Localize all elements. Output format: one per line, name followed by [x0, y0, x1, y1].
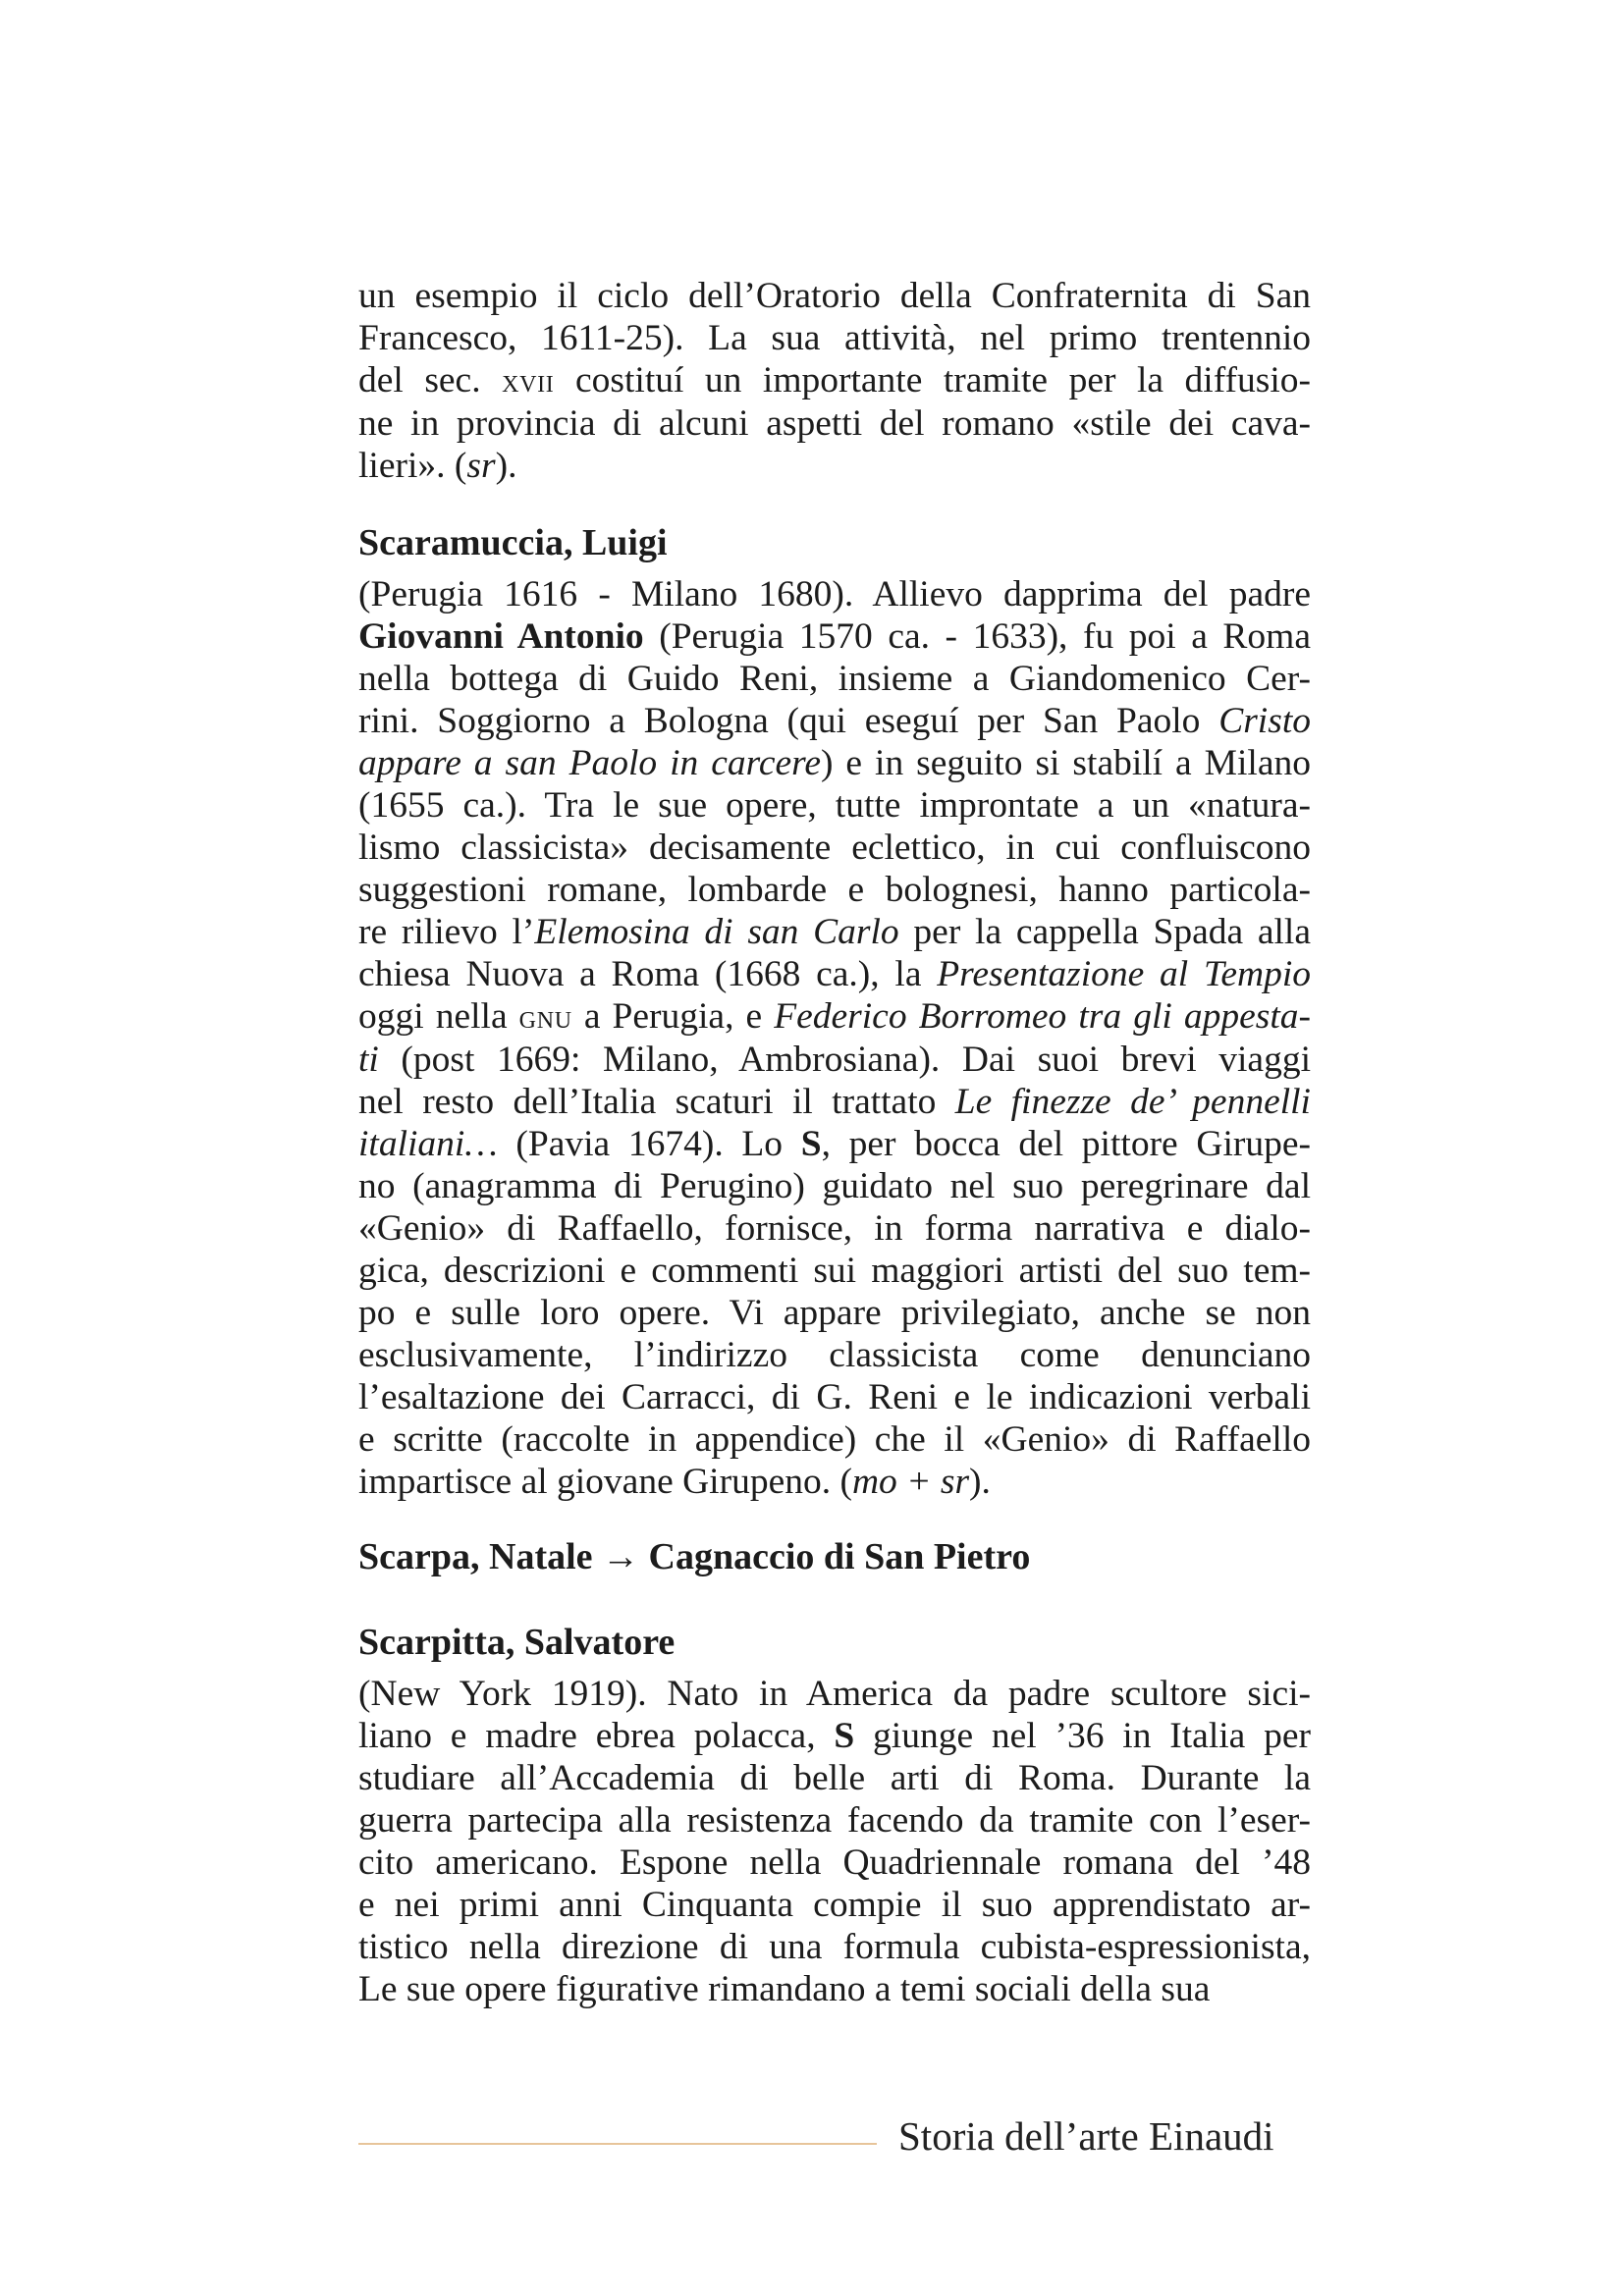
entry-scarpitta [358, 1620, 1311, 2010]
text-line: tistico nella direzione di una formula cubista-espressionista, [358, 1927, 1311, 1967]
text-line: ne in provincia di alcuni aspetti del romano «stile dei cava- [358, 403, 1311, 444]
text-line: esclusivamente, l’indirizzo classicista come denunciano [358, 1335, 1311, 1375]
entry-heading: Scarpa, Natale → Cagnaccio di San Pietro [358, 1536, 1031, 1577]
entry-body [358, 1673, 1311, 2010]
text-line: Le sue opere figurative rimandano a temi sociali della sua [358, 1969, 1211, 2009]
paragraph-text [358, 275, 1311, 487]
text-line: re rilievo l’Elemosina di san Carlo per la cappella Spada alla [358, 912, 1311, 952]
entry-heading: Scarpitta, Salvatore [358, 1622, 676, 1663]
text-line: chiesa Nuova a Roma (1668 ca.), la Presentazione al Tempio [358, 954, 1312, 994]
text-line: no (anagramma di Perugino) guidato nel suo peregrinare dal [358, 1166, 1311, 1206]
text-line: Giovanni Antonio (Perugia 1570 ca. - 1633), fu poi a Roma [358, 616, 1311, 657]
entry-scaramuccia [358, 520, 1311, 1503]
text-line: e scritte (raccolte in appendice) che il «Genio» di Raffaello [358, 1419, 1311, 1460]
text-line: (Perugia 1616 - Milano 1680). Allievo dapprima del padre [358, 574, 1311, 614]
text-line: un esempio il ciclo dell’Oratorio della Confraternita di San [358, 276, 1311, 316]
text-line: po e sulle loro opere. Vi appare privilegiato, anche se non [358, 1293, 1311, 1333]
text-line: e nei primi anni Cinquanta compie il suo apprendistato ar- [358, 1885, 1311, 1925]
entry-heading: Scaramuccia, Luigi [358, 522, 668, 563]
text-line: appare a san Paolo in carcere) e in seguito si stabilí a Milano [358, 743, 1311, 783]
text-line: l’esaltazione dei Carracci, di G. Reni e le indicazioni verbali [358, 1377, 1311, 1417]
text-line: suggestioni romane, lombarde e bolognesi, hanno particola- [358, 870, 1311, 910]
text-line: lieri». (sr). [358, 446, 517, 486]
text-line: cito americano. Espone nella Quadriennale romana del ’48 [358, 1842, 1311, 1883]
text-line: (New York 1919). Nato in America da padre scultore sici- [358, 1674, 1311, 1714]
text-line: ti (post 1669: Milano, Ambrosiana). Dai suoi brevi viaggi [358, 1040, 1311, 1080]
text-line: del sec. xvii costituí un importante tramite per la diffusio- [358, 360, 1311, 400]
text-line: (1655 ca.). Tra le sue opere, tutte improntate a un «natura- [358, 785, 1311, 826]
entry-scarpa [358, 1534, 1311, 1579]
text-line: lismo classicista» decisamente eclettico, in cui confluiscono [358, 828, 1311, 868]
text-line: impartisce al giovane Girupeno. (mo + sr). [358, 1462, 991, 1502]
text-line: nella bottega di Guido Reni, insieme a Giandomenico Cer- [358, 659, 1311, 699]
text-line: nel resto dell’Italia scaturi il trattato Le finezze de’ pennelli [358, 1082, 1311, 1122]
entry-body [358, 573, 1311, 1503]
text-line: «Genio» di Raffaello, fornisce, in forma narrativa e dialo- [358, 1208, 1311, 1249]
text-line: rini. Soggiorno a Bologna (qui eseguí per San Paolo Cristo [358, 701, 1311, 741]
text-line: oggi nella gnu a Perugia, e Federico Borromeo tra gli appesta- [358, 996, 1311, 1037]
text-line: studiare all’Accademia di belle arti di Roma. Durante la [358, 1758, 1311, 1798]
text-line: italiani… (Pavia 1674). Lo S, per bocca del pittore Girupe- [358, 1124, 1311, 1164]
footer-divider [358, 2143, 877, 2145]
text-line: guerra partecipa alla resistenza facendo da tramite con l’eser- [358, 1800, 1311, 1841]
text-line: gica, descrizioni e commenti sui maggiori artisti del suo tem- [358, 1251, 1311, 1291]
text-line: liano e madre ebrea polacca, S giunge nel ’36 in Italia per [358, 1716, 1311, 1756]
top-paragraph [358, 275, 1311, 487]
text-line: Francesco, 1611-25). La sua attività, nel primo trentennio [358, 318, 1311, 358]
footer-title: Storia dell’arte Einaudi [898, 2113, 1274, 2159]
